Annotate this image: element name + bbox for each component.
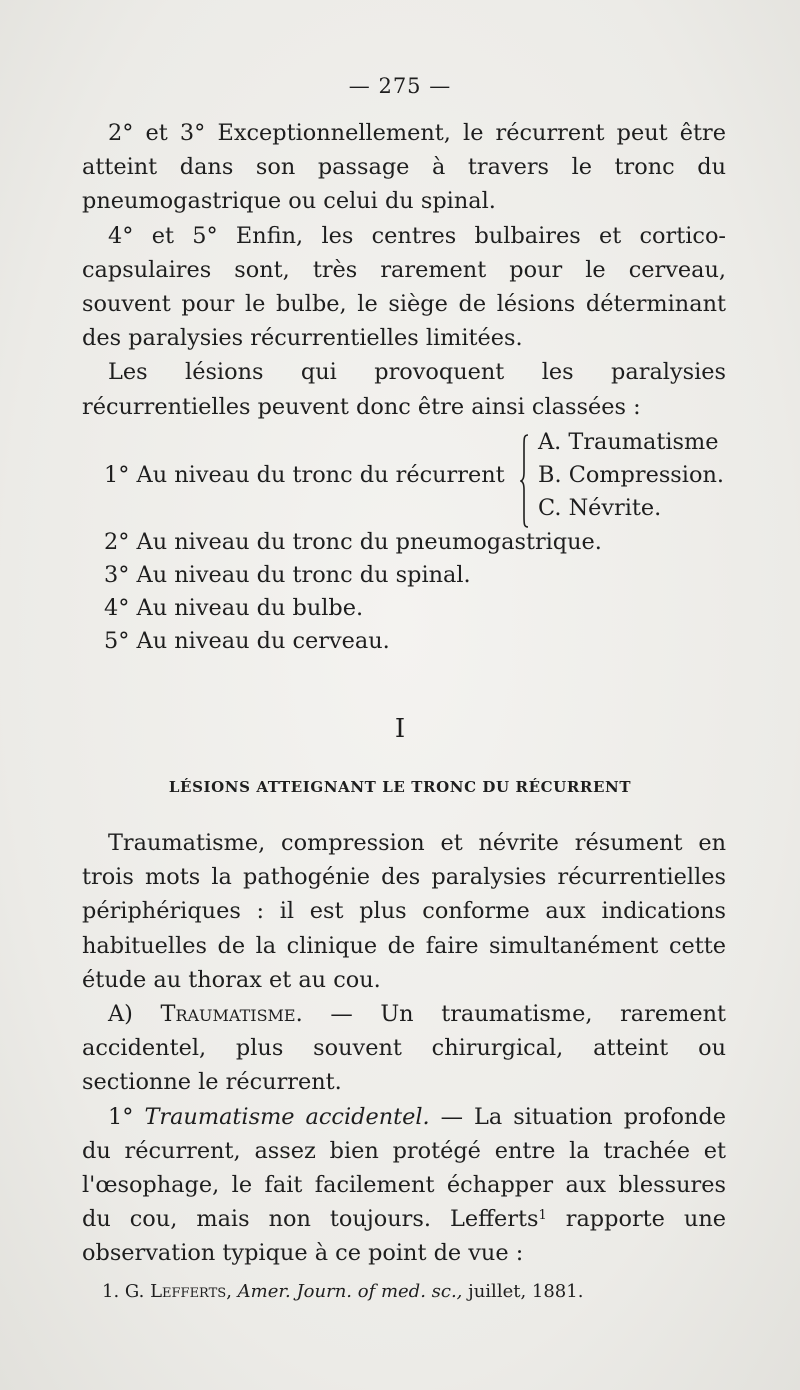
footnote-number: 1.	[102, 1281, 125, 1302]
class-item-5: 5° Au niveau du cerveau.	[104, 628, 390, 654]
paragraph-1: 2° et 3° Exceptionnellement, le récurrent peut être atteint dans son passage à travers le tronc du pneumogastrique ou celui du spinal.	[82, 120, 726, 215]
footnote-date: juillet, 1881.	[462, 1281, 584, 1302]
footnote-ref: 1	[538, 1208, 547, 1224]
class-item-4: 4° Au niveau du bulbe.	[104, 595, 364, 621]
para6-label: 1°	[108, 1103, 145, 1130]
class-item-3: 3° Au niveau du tronc du spinal.	[104, 562, 471, 588]
sub-item-traumatisme: A. Traumatisme	[538, 429, 719, 455]
paragraph-2: 4° et 5° Enfin, les centres bulbaires et cortico-capsulaires sont, très rarement pour le cerveau, souvent pour le bulbe, le siège de lésions déterminant des paralysies récurrentielles limitées.	[82, 222, 726, 352]
paragraph-3: Les lésions qui provoquent les paralysies récurrentielles peuvent donc être ainsi classées :	[82, 359, 726, 420]
paragraph-6	[82, 1100, 726, 1271]
sub-item-compression: B. Compression.	[538, 462, 724, 488]
class-item-2: 2° Au niveau du tronc du pneumogastrique.	[104, 529, 602, 555]
para5-text: — Un traumatisme, rarement accidentel, plus souvent chirurgical, atteint ou sectionne le récurrent.	[82, 1001, 727, 1096]
para6-term: Traumatisme accidentel.	[144, 1103, 430, 1130]
text-block-top	[82, 116, 726, 424]
para5-term: Traumatisme.	[160, 1001, 303, 1028]
paragraph-5	[82, 997, 726, 1100]
class-item-1: 1° Au niveau du tronc du récurrent	[104, 462, 505, 488]
para5-label: A)	[108, 1001, 161, 1028]
curly-brace-icon	[520, 434, 530, 528]
para6-text-b: rapporte une observation typique à ce point de vue :	[82, 1206, 726, 1267]
para6-text-a: — La situation profonde du récurrent, assez bien protégé entre la trachée et l'œsophage, le fait facilement échapper aux blessures du cou, mais non toujours. Lefferts	[82, 1103, 726, 1233]
paragraph-4: Traumatisme, compression et névrite résument en trois mots la pathogénie des paralysies récurrentielles périphériques : il est plus conforme aux indications habituelles de la clinique de faire simultanément cette étude au thorax et au cou.	[82, 830, 726, 993]
text-block-bottom	[82, 826, 726, 1271]
page-number: — 275 —	[348, 74, 452, 98]
sub-item-nevrite: C. Névrite.	[538, 495, 662, 521]
section-heading: LÉSIONS ATTEIGNANT LE TRONC DU RÉCURRENT	[168, 778, 632, 796]
section-number: I	[394, 714, 406, 744]
footnote-journal: Amer. Journ. of med. sc.,	[237, 1281, 463, 1302]
footnote	[102, 1280, 583, 1304]
footnote-author: G. Lefferts,	[124, 1281, 232, 1302]
